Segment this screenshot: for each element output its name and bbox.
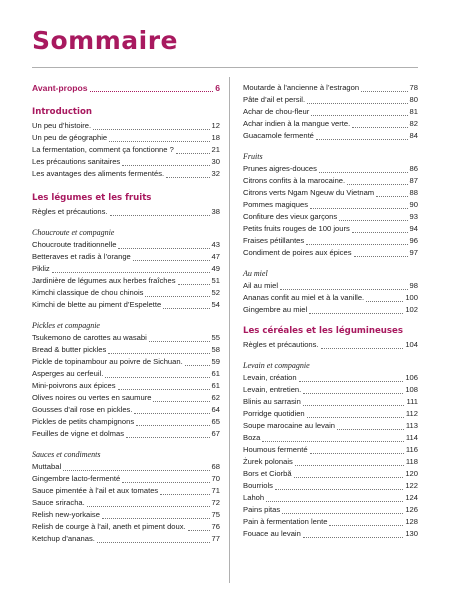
toc-entry-page: 72 — [211, 498, 220, 507]
toc-entry-label: Blinis au sarrasin — [243, 397, 301, 406]
toc-entry-page: 70 — [211, 474, 220, 483]
toc-entry-label: Petits fruits rouges de 100 jours — [243, 224, 350, 233]
toc-entry-page: 30 — [211, 157, 220, 166]
dot-leader — [361, 91, 407, 92]
toc-left-column — [32, 82, 220, 545]
toc-entry-page: 54 — [211, 300, 220, 309]
toc-entry[interactable] — [243, 408, 418, 420]
toc-entry[interactable] — [32, 168, 220, 180]
toc-entry-page: 76 — [211, 522, 220, 531]
toc-entry[interactable] — [32, 251, 220, 263]
toc-entry[interactable] — [243, 304, 418, 316]
toc-entry-label: Ail au miel — [243, 281, 279, 290]
dot-leader — [266, 501, 403, 502]
spacer — [32, 440, 220, 448]
toc-entry-label: Pain à fermentation lente — [243, 517, 328, 526]
spacer — [243, 259, 418, 267]
dot-leader — [153, 401, 209, 402]
toc-entry-page: 81 — [409, 107, 418, 116]
dot-leader — [126, 437, 210, 438]
toc-entry-label: Asperges au cerfeuil. — [32, 369, 104, 378]
dot-leader — [134, 413, 209, 414]
toc-entry-page: 111 — [406, 397, 418, 406]
dot-leader — [108, 353, 209, 354]
toc-entry-label: Relish new-yorkaise — [32, 510, 100, 519]
dot-leader — [311, 115, 407, 116]
toc-entry[interactable] — [243, 420, 418, 432]
toc-entry-label: Betteraves et radis à l’orange — [32, 252, 131, 261]
dot-leader — [149, 341, 210, 342]
dot-leader — [295, 465, 404, 466]
toc-entry-page: 93 — [409, 212, 418, 221]
toc-entry[interactable] — [243, 444, 418, 456]
dot-leader — [306, 244, 407, 245]
toc-list-sauces-continued — [243, 82, 418, 142]
toc-entry-label: Levain, entretien. — [243, 385, 302, 394]
toc-entry[interactable] — [32, 144, 220, 156]
toc-entry[interactable] — [243, 118, 418, 130]
toc-entry[interactable] — [32, 239, 220, 251]
section-heading-cereales: Les céréales et les légumineuses — [243, 326, 403, 336]
toc-list-miel — [243, 280, 418, 316]
toc-entry[interactable] — [32, 497, 220, 509]
dot-leader — [105, 377, 209, 378]
toc-entry-page: 32 — [211, 169, 220, 178]
toc-entry-label: Pâte d’ail et persil. — [243, 95, 306, 104]
toc-entry-label: Bread & butter pickles — [32, 345, 107, 354]
dot-leader — [166, 177, 209, 178]
dot-leader — [275, 489, 403, 490]
toc-entry[interactable] — [243, 211, 418, 223]
dot-leader — [376, 196, 407, 197]
dot-leader — [303, 537, 403, 538]
dot-leader — [118, 389, 210, 390]
toc-entry[interactable] — [243, 94, 418, 106]
toc-entry-label: Guacamole fermenté — [243, 131, 314, 140]
toc-entry-label: Citrons verts Ngam Ngeuw du Vietnam — [243, 188, 375, 197]
toc-entry-page: 88 — [409, 188, 418, 197]
toc-entry-page: 58 — [211, 345, 220, 354]
dot-leader — [262, 441, 404, 442]
toc-entry[interactable] — [243, 372, 418, 384]
toc-entry-label: Jardinière de légumes aux herbes fraîches — [32, 276, 176, 285]
toc-entry-page: 128 — [405, 517, 418, 526]
toc-entry-page: 52 — [211, 288, 220, 297]
toc-entry-label: Règles et précautions. — [243, 340, 319, 349]
toc-entry-page: 21 — [211, 145, 220, 154]
dot-leader — [339, 220, 407, 221]
toc-entry-label: Pommes magiques — [243, 200, 308, 209]
dot-leader — [319, 172, 408, 173]
toc-entry[interactable] — [243, 468, 418, 480]
toc-entry-page: 86 — [409, 164, 418, 173]
dot-leader — [185, 365, 210, 366]
toc-entry-page: 80 — [409, 95, 418, 104]
toc-entry-page: 126 — [405, 505, 418, 514]
toc-entry-page: 71 — [211, 486, 220, 495]
dot-leader — [90, 91, 214, 92]
toc-entry-label: Ananas confit au miel et à la vanille. — [243, 293, 365, 302]
dot-leader — [303, 405, 405, 406]
toc-entry-page: 59 — [211, 357, 220, 366]
dot-leader — [63, 470, 209, 471]
dot-leader — [282, 513, 403, 514]
toc-entry-label: Kimchi classique de chou chinois — [32, 288, 144, 297]
toc-entry-page: 62 — [211, 393, 220, 402]
toc-entry-label: Achar indien à la mangue verte. — [243, 119, 351, 128]
toc-entry[interactable] — [32, 275, 220, 287]
toc-entry[interactable] — [32, 461, 220, 473]
toc-entry[interactable] — [32, 473, 220, 485]
toc-entry-label: Les précautions sanitaires — [32, 157, 121, 166]
toc-entry-page: 75 — [211, 510, 220, 519]
toc-entry-page: 61 — [211, 369, 220, 378]
subsection-title-levain: Levain et compagnie — [243, 361, 310, 370]
dot-leader — [310, 208, 408, 209]
toc-entry-label: Pains pitas — [243, 505, 281, 514]
toc-entry-label: Żurek polonais — [243, 457, 293, 466]
toc-entry[interactable] — [32, 356, 220, 368]
toc-entry-label: Les avantages des aliments fermentés. — [32, 169, 165, 178]
toc-entry-page: 55 — [211, 333, 220, 342]
toc-entry[interactable] — [32, 120, 220, 132]
toc-entry[interactable] — [32, 299, 220, 311]
toc-entry-page: 12 — [211, 121, 220, 130]
dot-leader — [337, 429, 404, 430]
toc-entry-label: Boza — [243, 433, 261, 442]
dot-leader — [122, 482, 209, 483]
dot-leader — [329, 525, 403, 526]
dot-leader — [188, 530, 210, 531]
toc-entry-label: Un peu de géographie — [32, 133, 108, 142]
dot-leader — [118, 248, 209, 249]
toc-entry-page: 122 — [405, 481, 418, 490]
toc-entry[interactable] — [32, 392, 220, 404]
toc-entry-label: Choucroute traditionnelle — [32, 240, 117, 249]
toc-entry-avant-propos[interactable] — [32, 82, 220, 94]
dot-leader — [352, 127, 407, 128]
toc-entry[interactable] — [32, 485, 220, 497]
toc-entry-page: 87 — [409, 176, 418, 185]
toc-entry[interactable] — [243, 280, 418, 292]
toc-entry-label: Gingembre au miel — [243, 305, 308, 314]
toc-entry[interactable] — [243, 106, 418, 118]
toc-entry[interactable] — [243, 175, 418, 187]
toc-entry[interactable] — [32, 287, 220, 299]
toc-entry-label: Tsukemono de carottes au wasabi — [32, 333, 147, 342]
toc-entry[interactable] — [243, 432, 418, 444]
spacer — [243, 351, 418, 359]
toc-entry[interactable] — [32, 344, 220, 356]
toc-entry-label: Citrons confits à la marocaine. — [243, 176, 346, 185]
toc-entry-label: Feuilles de vigne et dolmas — [32, 429, 125, 438]
toc-entry-page: 118 — [405, 457, 418, 466]
dot-leader — [352, 232, 408, 233]
dot-leader — [110, 215, 210, 216]
dot-leader — [178, 284, 210, 285]
toc-entry-page: 102 — [405, 305, 418, 314]
toc-entry-page: 98 — [409, 281, 418, 290]
toc-entry-label: Achar de chou-fleur — [243, 107, 310, 116]
title-divider — [32, 67, 418, 68]
toc-entry[interactable] — [32, 404, 220, 416]
toc-entry[interactable] — [32, 132, 220, 144]
toc-entry[interactable] — [243, 82, 418, 94]
toc-entry-page: 100 — [405, 293, 418, 302]
toc-entry-page: 67 — [211, 429, 220, 438]
toc-entry-label: Prunes aigres-douces — [243, 164, 317, 173]
column-divider — [229, 77, 230, 583]
toc-entry-regles-legumes[interactable] — [32, 206, 220, 218]
toc-entry-page: 68 — [211, 462, 220, 471]
toc-entry[interactable] — [32, 156, 220, 168]
dot-leader — [280, 289, 408, 290]
toc-entry[interactable] — [243, 130, 418, 142]
toc-entry[interactable] — [243, 247, 418, 259]
toc-entry-label: Gousses d’ail rose en pickles. — [32, 405, 133, 414]
dot-leader — [347, 184, 407, 185]
section-heading-introduction: Introduction — [32, 107, 93, 117]
toc-entry[interactable] — [243, 163, 418, 175]
toc-entry-page: 113 — [405, 421, 418, 430]
toc-entry[interactable] — [243, 528, 418, 540]
dot-leader — [160, 494, 209, 495]
subsection-title-sauces: Sauces et condiments — [32, 450, 101, 459]
toc-entry-label: Pikliz — [32, 264, 50, 273]
toc-entry-page: 108 — [405, 385, 418, 394]
toc-entry-label: Muttabal — [32, 462, 62, 471]
dot-leader — [52, 272, 210, 273]
toc-entry-label: Fouace au levain — [243, 529, 301, 538]
toc-entry-page: 47 — [211, 252, 220, 261]
toc-entry[interactable] — [243, 480, 418, 492]
toc-list-pickles — [32, 332, 220, 440]
toc-entry-page: 120 — [405, 469, 418, 478]
dot-leader — [176, 153, 210, 154]
toc-entry[interactable] — [32, 368, 220, 380]
toc-list-sauces — [32, 461, 220, 545]
spacer — [243, 142, 418, 150]
toc-entry-page: 114 — [405, 433, 418, 442]
toc-entry[interactable] — [32, 380, 220, 392]
toc-entry[interactable] — [243, 187, 418, 199]
toc-entry-page: 51 — [211, 276, 220, 285]
toc-entry-label: Confiture des vieux garçons — [243, 212, 338, 221]
toc-entry[interactable] — [243, 396, 418, 408]
toc-entry-label: Soupe marocaine au levain — [243, 421, 336, 430]
dot-leader — [366, 301, 403, 302]
toc-entry[interactable] — [243, 456, 418, 468]
toc-entry-label: Relish de courge à l’ail, aneth et piment doux. — [32, 522, 186, 531]
subsection-title-miel: Au miel — [243, 269, 268, 278]
toc-entry[interactable] — [243, 199, 418, 211]
toc-entry-page: 61 — [211, 381, 220, 390]
dot-leader — [122, 165, 209, 166]
dot-leader — [163, 308, 209, 309]
toc-entry-page: 18 — [211, 133, 220, 142]
toc-entry[interactable] — [243, 492, 418, 504]
dot-leader — [102, 518, 210, 519]
subsection-title-pickles: Pickles et compagnie — [32, 321, 100, 330]
dot-leader — [87, 506, 210, 507]
dot-leader — [321, 348, 404, 349]
dot-leader — [310, 453, 404, 454]
toc-entry[interactable] — [32, 416, 220, 428]
toc-entry-label: Porridge quotidien — [243, 409, 305, 418]
toc-entry-label: La fermentation, comment ça fonctionne ? — [32, 145, 174, 154]
spacer — [32, 311, 220, 319]
subsection-title-choucroute: Choucroute et compagnie — [32, 228, 115, 237]
dot-leader — [303, 393, 403, 394]
toc-entry-label: Ketchup d’ananas. — [32, 534, 95, 543]
toc-entry-label: Bourriols — [243, 481, 273, 490]
toc-right-column — [243, 82, 418, 540]
toc-entry-page: 116 — [405, 445, 418, 454]
toc-entry-page: 6 — [215, 83, 220, 93]
toc-entry-page: 64 — [211, 405, 220, 414]
toc-list-levain — [243, 372, 418, 540]
toc-list-fruits — [243, 163, 418, 259]
toc-entry-regles-cereales[interactable] — [243, 339, 418, 351]
toc-entry-page: 38 — [211, 207, 220, 216]
dot-leader — [299, 381, 404, 382]
toc-entry-page: 97 — [409, 248, 418, 257]
section-heading-legumes: Les légumes et les fruits — [32, 193, 152, 203]
toc-entry-page: 112 — [405, 409, 418, 418]
toc-entry-label: Sauce sriracha. — [32, 498, 85, 507]
toc-entry-page: 82 — [409, 119, 418, 128]
toc-entry-page: 49 — [211, 264, 220, 273]
toc-entry-label: Houmous fermenté — [243, 445, 308, 454]
page-title: Sommaire — [32, 26, 179, 55]
toc-entry-label: Fraises pétillantes — [243, 236, 305, 245]
spacer — [243, 316, 418, 324]
toc-entry-page: 130 — [405, 529, 418, 538]
toc-entry[interactable] — [243, 292, 418, 304]
toc-entry-page: 43 — [211, 240, 220, 249]
toc-entry-label: Avant-propos — [32, 83, 88, 93]
toc-entry-label: Pickles de petits champignons — [32, 417, 135, 426]
dot-leader — [307, 103, 407, 104]
toc-entry-page: 77 — [211, 534, 220, 543]
toc-entry-page: 96 — [409, 236, 418, 245]
toc-entry-page: 65 — [211, 417, 220, 426]
dot-leader — [145, 296, 209, 297]
spacer — [32, 94, 220, 105]
toc-entry[interactable] — [32, 521, 220, 533]
toc-entry-label: Pickle de topinambour au poivre de Sichuan. — [32, 357, 183, 366]
toc-entry-label: Condiment de poires aux épices — [243, 248, 352, 257]
toc-entry-page: 124 — [405, 493, 418, 502]
spacer — [32, 180, 220, 191]
toc-entry-page: 84 — [409, 131, 418, 140]
toc-entry[interactable] — [32, 428, 220, 440]
toc-entry[interactable] — [32, 533, 220, 545]
toc-entry-page: 78 — [409, 83, 418, 92]
toc-entry[interactable] — [243, 384, 418, 396]
toc-entry-page: 90 — [409, 200, 418, 209]
dot-leader — [354, 256, 408, 257]
dot-leader — [307, 417, 404, 418]
toc-entry-page: 94 — [409, 224, 418, 233]
toc-entry-label: Mini-poivrons aux épices — [32, 381, 116, 390]
toc-entry[interactable] — [32, 263, 220, 275]
toc-entry-label: Bors et Ciorbă — [243, 469, 292, 478]
toc-entry-label: Kimchi de blette au piment d’Espelette — [32, 300, 162, 309]
dot-leader — [136, 425, 209, 426]
toc-entry-label: Un peu d’histoire. — [32, 121, 92, 130]
toc-entry-label: Gingembre lacto-fermenté — [32, 474, 121, 483]
toc-entry-label: Moutarde à l’ancienne à l’estragon — [243, 83, 360, 92]
toc-entry[interactable] — [243, 504, 418, 516]
toc-entry-label: Olives noires ou vertes en saumure — [32, 393, 152, 402]
toc-entry-label: Levain, création — [243, 373, 297, 382]
dot-leader — [97, 542, 210, 543]
toc-entry[interactable] — [243, 516, 418, 528]
toc-list-choucroute — [32, 239, 220, 311]
toc-entry-label: Règles et précautions. — [32, 207, 108, 216]
toc-entry[interactable] — [32, 509, 220, 521]
toc-list-introduction — [32, 120, 220, 180]
toc-entry[interactable] — [243, 235, 418, 247]
toc-entry[interactable] — [32, 332, 220, 344]
dot-leader — [109, 141, 209, 142]
spacer — [32, 218, 220, 226]
toc-entry[interactable] — [243, 223, 418, 235]
toc-entry-page: 104 — [405, 340, 418, 349]
toc-entry-label: Lahoh — [243, 493, 265, 502]
dot-leader — [294, 477, 404, 478]
toc-entry-label: Sauce pimentée à l’ail et aux tomates — [32, 486, 159, 495]
dot-leader — [93, 129, 209, 130]
subsection-title-fruits: Fruits — [243, 152, 263, 161]
dot-leader — [316, 139, 408, 140]
toc-entry-page: 106 — [405, 373, 418, 382]
dot-leader — [133, 260, 210, 261]
dot-leader — [309, 313, 403, 314]
